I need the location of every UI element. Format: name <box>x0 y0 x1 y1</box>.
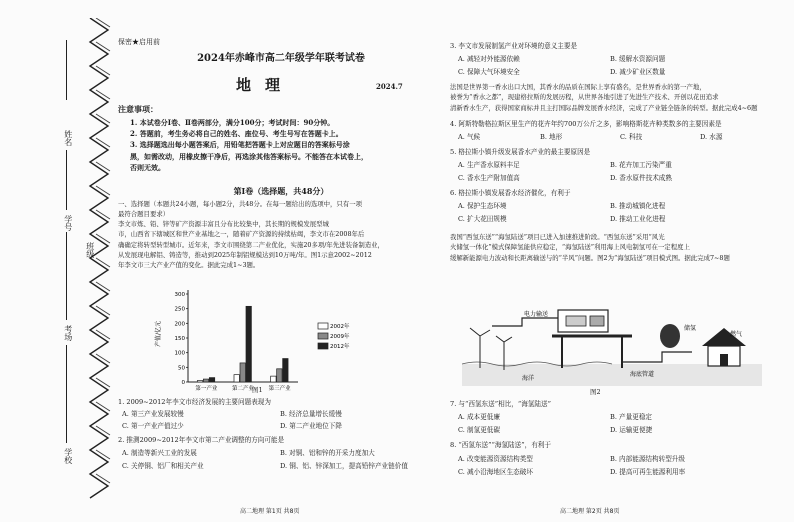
strip-label-class: 班级 <box>85 242 95 258</box>
y-tick-label: 150 <box>174 336 185 342</box>
material-3: 我国“西氢东送”“海氢陆送”项目已进入加速推进阶段。“西氢东送”采用“风光 火储氢一体化”模式保障氢能供应稳定，“海氢陆送”利用海上风电制氢可在一定程度上 缓解新能源电力波动和长距离输送与的“半风”问题。图2为“海氢陆送”项目模式图。据此完成7~8题 <box>450 233 730 262</box>
bar <box>271 376 276 382</box>
exam-date: 2024.7 <box>376 82 403 91</box>
strip-label-name: 姓名 <box>63 130 73 146</box>
material-1: 李文市炼、铅、锌等矿产资源丰富且分布比较集中，其长期的规模发展型城 市，山西省下辖城区和世产业基地之一，随着矿产资源的持续枯竭，李文市在2008年后 确确定将转型转型城市。近年来，李文市围绕第二产业优化，实施20多项/年先进装备制造业， 从发展现电解铝、铸造等，推动到2025年制铝规模达到10万吨/年。图1示意2002~2012 年李文市三大产业产值的变化。据此完成1~3题。 <box>118 220 384 269</box>
question-3: 3. 李文市发展制氢产业对环境的意义主要是 <box>450 42 578 50</box>
figure-2-caption: 图2 <box>590 388 601 396</box>
sea-label: 海洋 <box>522 375 535 382</box>
legend-swatch <box>318 333 328 339</box>
legend-label: 2002年 <box>330 324 350 330</box>
bar <box>240 363 245 382</box>
question-6: 6. 格拉斯小镇发展香水经济催化，有利于 <box>450 189 571 197</box>
q5-option-b: B. 花卉加工污染严重 <box>610 161 672 169</box>
x-tick-label: 第三产业 <box>268 386 291 392</box>
q2-option-d: D. 铜、铝、锌深加工，提高铅锌产业链价值 <box>280 462 408 470</box>
secret-label: 保密★启用前 <box>118 38 160 46</box>
legend-label: 2009年 <box>330 334 350 340</box>
q7-option-d: D. 运输更便捷 <box>610 426 653 434</box>
q1-option-c: C. 第一产业产值过少 <box>122 422 184 430</box>
note-line: 3. 选择题选出每小题答案后，用铅笔把答题卡上对应题目的答案标号涂 <box>130 140 350 150</box>
question-8: 8. “西氢东送”“海氢陆送”，有利于 <box>450 441 551 449</box>
question-5: 5. 格拉斯小镇升级发展香水产业的最主要原因是 <box>450 148 591 156</box>
bar <box>283 359 288 382</box>
bar <box>203 379 208 382</box>
q6-option-c: C. 扩大花田规模 <box>458 215 507 223</box>
q7-option-b: B. 产量更稳定 <box>610 413 653 421</box>
question-4: 4. 阿斯特勒格拉斯区里生产的花卉年约700万公斤之多，影响格斯花卉种类数多的主要因素是 <box>450 120 722 128</box>
material-2: 法国是世界第一香水出口大国，其香水的品质在国际上享有盛名，是世界香水的第一产地， 被誉为“香水之都”，现建格拉斯的发展历程，从世界各地引进了先进生产技术、开创以花田追求 清新香水生产，获得国家商标并且主打国际品牌发展香水经济，完成了产业链全链条的转型。据此完成4~6题 <box>450 83 758 112</box>
q2-option-a: A. 制造等新兴工业的发展 <box>122 449 197 457</box>
bar <box>246 306 251 382</box>
storage-tank-icon <box>660 324 680 348</box>
q2-option-c: C. 关停铜、铝厂和相关产业 <box>122 462 204 470</box>
note-line: 否则无效。 <box>130 162 165 172</box>
q5-option-c: C. 香水生产附加值高 <box>458 174 520 182</box>
x-tick-label: 第一产业 <box>195 386 218 392</box>
q3-option-d: D. 减少矿业区数量 <box>610 68 666 76</box>
strip-label-room: 考场 <box>63 325 73 341</box>
q5-option-a: A. 生产香水原料丰足 <box>458 161 520 169</box>
q7-option-c: C. 制氢更低碳 <box>458 426 500 434</box>
y-tick-label: 0 <box>181 380 185 386</box>
q8-option-b: B. 内部能源结构转型升级 <box>610 455 685 463</box>
zigzag-border <box>86 18 112 508</box>
hydrogen-transport-diagram <box>462 306 762 386</box>
footer-right: 高二地理 第2页 共8页 <box>560 508 620 515</box>
q1-option-a: A. 第三产业发展较慢 <box>122 410 184 418</box>
industry-output-chart <box>150 284 360 394</box>
q4-option-a: A. 气候 <box>458 133 481 141</box>
storage-label: 储氢 <box>684 325 697 332</box>
q2-option-b: B. 对铜、铝和锌的开采力度加大 <box>280 449 375 457</box>
q8-option-a: A. 改变能源资源结构类型 <box>458 455 533 463</box>
y-tick-label: 300 <box>174 292 185 298</box>
binding-strip <box>0 0 118 522</box>
notes-title: 注意事项： <box>118 104 158 114</box>
q6-option-b: B. 推动城镇化进程 <box>610 202 666 210</box>
q3-option-b: B. 缓解水资源问题 <box>610 55 666 63</box>
y-axis-label: 产值/亿元 <box>155 320 162 348</box>
pipeline <box>622 352 692 362</box>
y-tick-label: 200 <box>174 321 185 328</box>
section-title: 第Ⅰ卷（选择题，共48分） <box>233 186 329 196</box>
grid-label: 电力输送 <box>524 311 549 318</box>
note-line: 黑，如需改动，用橡皮擦干净后，再选涂其他答案标号。不能答在本试卷上， <box>130 151 368 161</box>
sea-area <box>462 364 762 386</box>
question-2: 2. 推测2009~2012年李文市第二产业调整的方向可能是 <box>118 436 285 444</box>
q4-option-d: D. 水源 <box>700 133 723 141</box>
gas-label: 燃气 <box>730 331 743 338</box>
strip-label-id: 学号 <box>63 215 73 231</box>
bar <box>209 378 214 382</box>
x-tick-label: 第二产业 <box>231 386 255 392</box>
bar <box>197 381 202 382</box>
question-7: 7. 与“西氢东送”相比，“海氢陆送” <box>450 400 551 408</box>
bar <box>277 369 282 382</box>
note-line: 1. 本试卷分Ⅰ卷、Ⅱ卷两部分，满分100分；考试时间：90分钟。 <box>130 118 335 127</box>
legend-swatch <box>318 323 328 329</box>
y-tick-label: 250 <box>174 306 185 313</box>
exam-title: 2024年赤峰市高二年级学年联考试卷 <box>197 53 365 64</box>
y-tick-label: 100 <box>174 350 185 357</box>
figure-1-caption: 图1 <box>252 386 263 394</box>
legend-swatch <box>318 343 328 349</box>
question-1: 1. 2009~2012年李文市经济发展的主要问题表现为 <box>118 398 271 406</box>
section-intro: 一、选择题（本题共24小题，每小题2分，共48分。在每一题给出的选项中，只有一项 最符合题目要求） <box>118 200 362 219</box>
q8-option-c: C. 减小沿海地区生态破坏 <box>458 468 533 476</box>
q8-option-d: D. 提高可再生能源利用率 <box>610 468 686 476</box>
y-tick-label: 50 <box>178 365 185 372</box>
notes-list <box>130 117 444 173</box>
q7-option-a: A. 成本更低廉 <box>458 413 500 421</box>
q4-option-c: C. 科技 <box>620 133 643 141</box>
bar <box>234 375 239 382</box>
strip-label-school: 学校 <box>63 448 73 464</box>
name-line <box>66 40 67 100</box>
q1-option-b: B. 经济总量增长缓慢 <box>280 410 342 418</box>
q3-option-c: C. 保障大气环境安全 <box>458 68 520 76</box>
q5-option-d: D. 香水原件技术成熟 <box>610 174 672 182</box>
q1-option-d: D. 第二产业地位下降 <box>280 422 342 430</box>
legend-label: 2012年 <box>330 344 350 350</box>
q6-option-a: A. 保护生态环境 <box>458 202 507 210</box>
footer-left: 高二地理 第1页 共8页 <box>240 508 300 515</box>
pipeline-label: 海底管道 <box>630 371 655 378</box>
q6-option-d: D. 推动工业化进程 <box>610 215 666 223</box>
subject-title: 地理 <box>236 76 295 94</box>
q4-option-b: B. 地形 <box>540 133 563 141</box>
note-line: 2. 答题前，考生务必将自己的姓名、座位号、考生号写在答题卡上。 <box>130 129 343 139</box>
q3-option-a: A. 减轻对外能源依赖 <box>458 55 520 63</box>
